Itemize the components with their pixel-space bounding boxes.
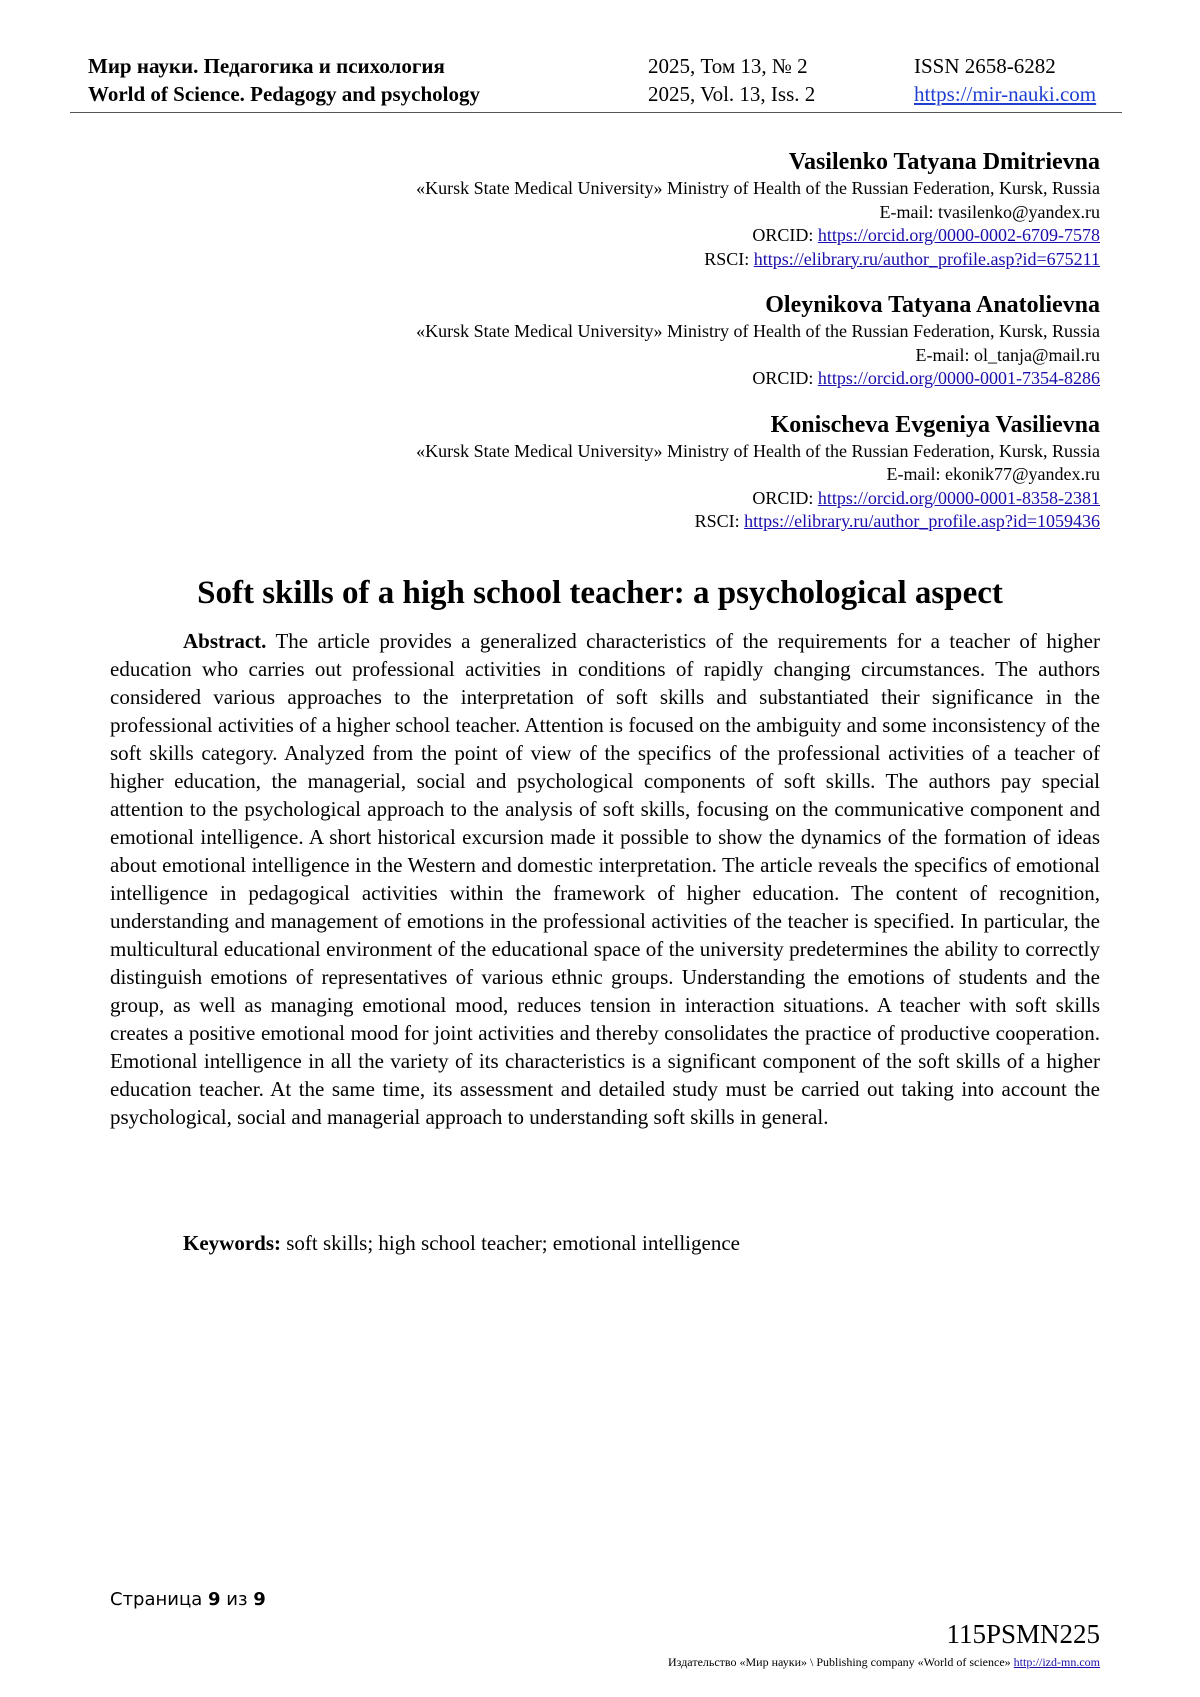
authors-section [200,147,1100,553]
header-divider [70,112,1122,113]
keywords-label: Keywords: [183,1231,281,1255]
orcid-label: ORCID: [752,225,814,245]
page-prefix: Страница [110,1589,203,1610]
journal-title-ru: Мир науки. Педагогика и психология [88,54,445,78]
rsci-link[interactable]: https://elibrary.ru/author_profile.asp?id=1059436 [744,511,1100,531]
orcid-link[interactable]: https://orcid.org/0000-0001-7354-8286 [817,368,1100,388]
keywords-text: soft skills; high school teacher; emotional intelligence [286,1231,740,1255]
author-orcid [200,367,1100,391]
author-name: Oleynikova Tatyana Anatolievna [765,292,1100,318]
article-title: Soft skills of a high school teacher: a psychological aspect [197,575,1003,611]
article-code: 115PSMN225 [946,1619,1100,1649]
author-orcid [200,224,1100,248]
page-current: 9 [208,1589,221,1610]
issn: ISSN 2658-6282 [914,54,1056,78]
author-block [200,290,1100,391]
author-affiliation: «Kursk State Medical University» Ministry of Health of the Russian Federation, Kursk, Russia [416,321,1100,341]
publisher-text: Издательство «Мир науки» \ Publishing company «World of science» [668,1655,1011,1669]
author-email: E-mail: ekonik77@yandex.ru [886,464,1100,484]
author-email: E-mail: ol_tanja@mail.ru [915,344,1100,365]
author-orcid [200,487,1100,511]
author-affiliation: «Kursk State Medical University» Ministry of Health of the Russian Federation, Kursk, Russia [416,440,1100,461]
orcid-link[interactable]: https://orcid.org/0000-0001-8358-2381 [817,487,1100,508]
publisher-link[interactable]: http://izd-mn.com [1013,1655,1100,1669]
author-affiliation: «Kursk State Medical University» Ministry of Health of the Russian Federation, Kursk, Russia [416,178,1100,198]
page-total: 9 [253,1589,266,1610]
abstract-text: The article provides a generalized characteristics of the requirements for a teacher of higher education who carries out professional activities in conditions of rapidly changing circumstances. The authors considered various approaches to the interpretation of soft skills and substantiated their significance in the professional activities of a higher school teacher. Attention is focused on the ambiguity and some inconsistency of the soft skills category. Analyzed from the point of view of the specifics of the professional activities of a teacher of higher education, the managerial, social and psychological components of soft skills. The authors pay special attention to the psychological approach to the analysis of soft skills, focusing on the communicative component and emotional intelligence. A short historical excursion made it possible to show the dynamics of the formation of ideas about emotional intelligence in the Western and domestic interpretation. The article reveals the specifics of emotional intelligence in pedagogical activities within the framework of higher education. The content of recognition, understanding and management of emotions in the professional activities of the teacher is specified. In particular, the multicultural educational environment of the educational space of the university predetermines the ability to correctly distinguish emotions of representatives of various ethnic groups. Understanding the emotions of students and the group, as well as managing emotional mood, reduces tension in interaction situations. A teacher with soft skills creates a positive emotional mood for joint activities and thereby consolidates the practice of productive cooperation. Emotional intelligence in all the variety of its characteristics is a significant component of the soft skills of a higher education teacher. At the same time, its assessment and detailed study must be carried out taking into account the psychological, social and managerial approach to understanding soft skills in general. [110,629,1100,1129]
keywords [183,1229,740,1257]
rsci-link[interactable]: https://elibrary.ru/author_profile.asp?id=675211 [753,248,1100,269]
journal-title-en: World of Science. Pedagogy and psychology [88,82,481,106]
author-name: Vasilenko Tatyana Dmitrievna [788,149,1100,175]
abstract [110,627,1100,1131]
rsci-label: RSCI: [704,248,750,269]
journal-header [88,52,1120,108]
orcid-label: ORCID: [752,487,814,508]
author-block [200,147,1100,271]
author-email: E-mail: tvasilenko@yandex.ru [879,201,1100,222]
author-block [200,410,1100,534]
abstract-label: Abstract. [183,629,267,653]
publisher-line [668,1654,1100,1670]
author-name: Konischeva Evgeniya Vasilievna [770,411,1100,438]
author-rsci [200,510,1100,534]
page-sep: из [226,1589,248,1610]
issue-en: 2025, Vol. 13, Iss. 2 [648,82,816,106]
issue-ru: 2025, Том 13, № 2 [648,54,808,78]
author-rsci [200,248,1100,272]
rsci-label: RSCI: [694,511,740,531]
orcid-label: ORCID: [752,368,814,388]
journal-site-link[interactable]: https://mir-nauki.com [914,82,1097,106]
orcid-link[interactable]: https://orcid.org/0000-0002-6709-7578 [817,225,1100,245]
page-number [110,1589,266,1610]
